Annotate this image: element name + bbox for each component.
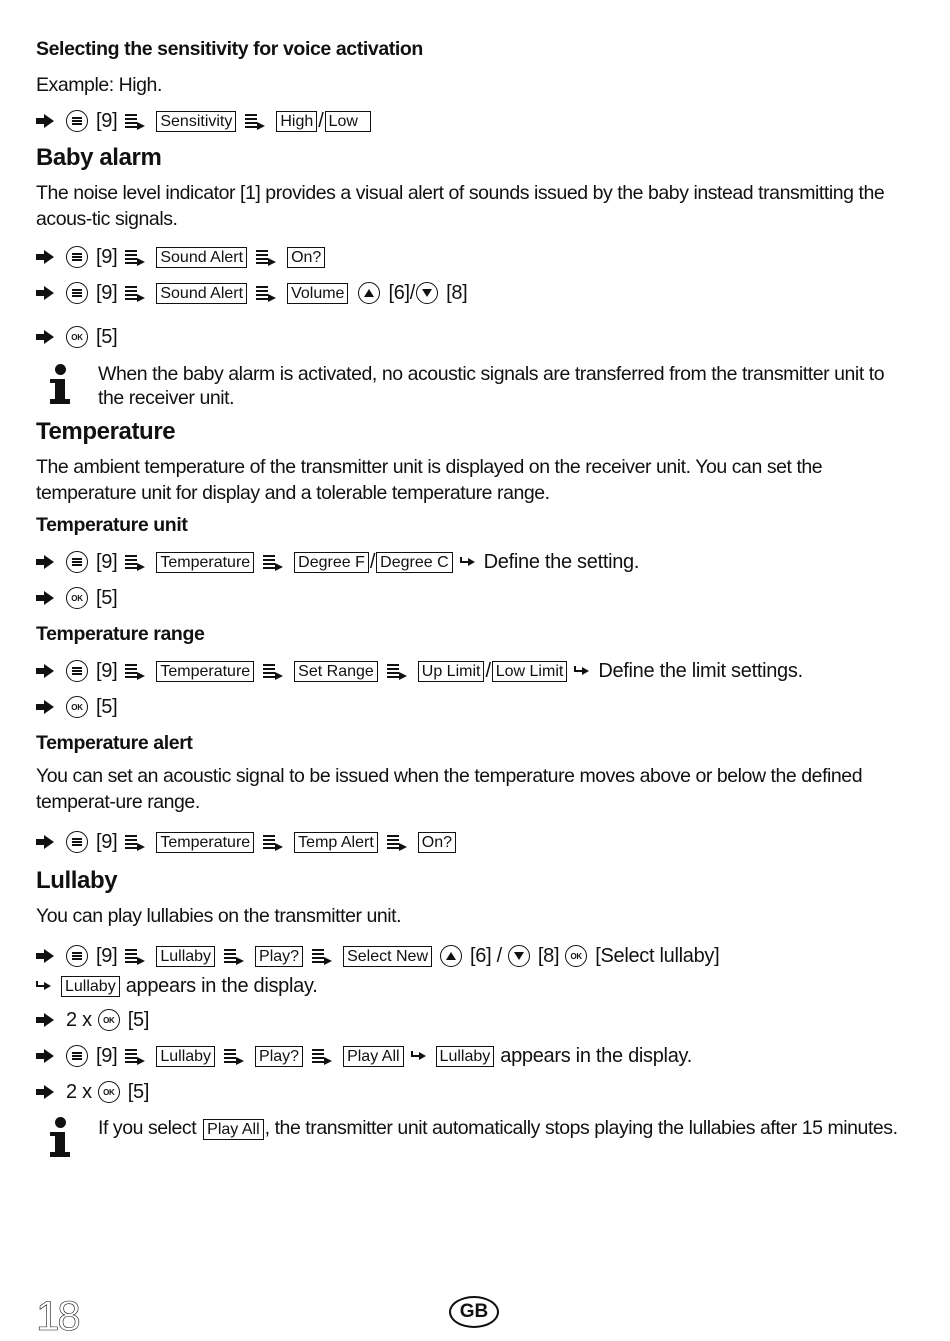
menu-navigate-icon (125, 834, 147, 850)
baby-note (36, 362, 898, 410)
display-item: Volume (287, 283, 348, 304)
page-number: 18 (36, 1292, 79, 1339)
display-item: Lullaby (436, 1046, 495, 1067)
key-ref: [6] / (470, 944, 502, 967)
display-item: Degree C (376, 552, 452, 573)
key-ref: [9] (96, 1044, 118, 1067)
lullaby-text: You can play lullabies on the transmitter unit. (36, 905, 402, 927)
menu-navigate-icon (125, 285, 147, 301)
temperature-range-heading: Temperature range (36, 623, 205, 645)
menu-navigate-icon (256, 249, 278, 265)
key-ref: [9] (96, 281, 118, 304)
separator: / (409, 281, 416, 304)
lullaby-step-4 (36, 1077, 898, 1107)
ok-button-icon: OK (66, 696, 88, 718)
step-arrow-icon (36, 700, 54, 714)
result-arrow-icon (460, 557, 476, 567)
display-item: Lullaby (156, 1046, 215, 1067)
menu-navigate-icon (125, 554, 147, 570)
note-text-a: If you select (98, 1117, 197, 1139)
voice-example: Example: High. (36, 74, 162, 96)
temp-unit-step-1 (36, 547, 898, 577)
up-button-icon (358, 282, 380, 304)
step-arrow-icon (36, 286, 54, 300)
step-arrow-icon (36, 664, 54, 678)
baby-alarm-text: The noise level indicator [1] provides a visual alert of sounds issued by the baby instead transmitting the acous-tic signals. (36, 182, 885, 230)
menu-navigate-icon (245, 113, 267, 129)
key-ref: [9] (96, 550, 118, 573)
menu-navigate-icon (224, 1048, 246, 1064)
baby-note-text: When the baby alarm is activated, no acoustic signals are transferred from the transmitter unit to the receiver unit. (98, 363, 885, 409)
down-button-icon (416, 282, 438, 304)
display-item: On? (287, 247, 325, 268)
key-ref: [5] (127, 1008, 150, 1031)
menu-navigate-icon (263, 834, 285, 850)
step-arrow-icon (36, 1085, 54, 1099)
result-arrow-icon (574, 666, 590, 676)
menu-navigate-icon (125, 1048, 147, 1064)
menu-navigate-icon (256, 285, 278, 301)
key-ref: [9] (96, 659, 118, 682)
separator: / (318, 109, 324, 132)
display-item: Play All (343, 1046, 403, 1067)
step-arrow-icon (36, 114, 54, 128)
menu-navigate-icon (125, 249, 147, 265)
info-icon (48, 1117, 72, 1161)
menu-navigate-icon (263, 663, 285, 679)
baby-alarm-heading: Baby alarm (36, 144, 162, 171)
ok-button-icon: OK (98, 1009, 120, 1031)
display-item: Select New (343, 946, 432, 967)
display-item: Temp Alert (294, 832, 378, 853)
menu-navigate-icon (312, 1048, 334, 1064)
result-text: appears in the display. (125, 974, 318, 997)
menu-navigate-icon (125, 948, 147, 964)
separator: / (369, 550, 376, 573)
language-badge: GB (449, 1296, 499, 1328)
key-ref: [9] (96, 109, 118, 132)
step-arrow-icon (36, 330, 54, 344)
menu-button-icon (66, 282, 88, 304)
key-ref: [8] (537, 944, 560, 967)
baby-step-3 (36, 322, 898, 352)
result-arrow-icon (36, 981, 52, 991)
display-item: Sound Alert (156, 283, 247, 304)
menu-navigate-icon (125, 113, 147, 129)
result-text: Define the setting. (483, 550, 640, 573)
key-ref: [6] (388, 281, 410, 304)
display-item: Play All (203, 1119, 263, 1140)
temperature-alert-text: You can set an acoustic signal to be issued when the temperature moves above or below the defined temperat-ure range. (36, 765, 863, 813)
display-item: Lullaby (156, 946, 215, 967)
lullaby-step-2 (36, 1005, 898, 1035)
step-arrow-icon (36, 250, 54, 264)
display-item: Play? (255, 946, 303, 967)
ok-button-icon: OK (98, 1081, 120, 1103)
menu-button-icon (66, 1045, 88, 1067)
temp-range-step-1 (36, 656, 898, 686)
ok-button-icon: OK (66, 587, 88, 609)
step-arrow-icon (36, 555, 54, 569)
result-arrow-icon (411, 1051, 427, 1061)
ok-button-icon: OK (565, 945, 587, 967)
display-item: Temperature (156, 552, 254, 573)
temperature-heading: Temperature (36, 418, 176, 445)
temperature-unit-heading: Temperature unit (36, 514, 188, 536)
key-ref: [5] (96, 586, 118, 609)
temp-alert-step-1 (36, 827, 898, 857)
lullaby-heading: Lullaby (36, 867, 118, 894)
lullaby-note (36, 1115, 898, 1161)
up-button-icon (440, 945, 462, 967)
display-item: Sensitivity (156, 111, 236, 132)
display-item: Low Limit (492, 661, 568, 682)
lullaby-step-1 (36, 941, 898, 971)
note-text-b: , the transmitter unit automatically stops playing the lullabies after 15 minutes. (264, 1117, 898, 1139)
step-arrow-icon (36, 1049, 54, 1063)
display-item: Sound Alert (156, 247, 247, 268)
down-button-icon (508, 945, 530, 967)
key-ref: [5] (96, 325, 118, 348)
menu-navigate-icon (387, 663, 409, 679)
display-item: Play? (255, 1046, 303, 1067)
menu-navigate-icon (125, 663, 147, 679)
key-ref: [9] (96, 944, 118, 967)
menu-button-icon (66, 831, 88, 853)
step-arrow-icon (36, 835, 54, 849)
step-arrow-icon (36, 1013, 54, 1027)
count: 2 x (66, 1080, 92, 1103)
voice-step-1 (36, 106, 898, 136)
display-item: Low (325, 111, 371, 132)
baby-step-1 (36, 242, 898, 272)
info-icon (48, 364, 72, 408)
lullaby-step-1-result (36, 971, 898, 1001)
key-ref: [5] (96, 695, 118, 718)
result-text: Define the limit settings. (598, 659, 803, 682)
manual-page (36, 38, 898, 1161)
temp-range-step-2 (36, 692, 898, 722)
ok-button-icon: OK (66, 326, 88, 348)
key-ref: [9] (96, 830, 118, 853)
display-item: On? (418, 832, 456, 853)
baby-step-2 (36, 278, 898, 308)
menu-button-icon (66, 551, 88, 573)
key-ref: [5] (127, 1080, 150, 1103)
lullaby-note-text (98, 1115, 898, 1141)
menu-button-icon (66, 246, 88, 268)
temperature-alert-heading: Temperature alert (36, 732, 193, 754)
result-text: appears in the display. (500, 1044, 692, 1067)
display-item: Lullaby (61, 976, 120, 997)
display-item: Set Range (294, 661, 378, 682)
display-item: Temperature (156, 661, 254, 682)
display-item: Degree F (294, 552, 369, 573)
menu-navigate-icon (312, 948, 334, 964)
menu-button-icon (66, 945, 88, 967)
key-ref: [8] (446, 281, 468, 304)
separator: / (485, 659, 491, 682)
lullaby-step-3 (36, 1041, 898, 1071)
step-arrow-icon (36, 591, 54, 605)
menu-button-icon (66, 110, 88, 132)
menu-navigate-icon (387, 834, 409, 850)
count: 2 x (66, 1008, 92, 1031)
menu-button-icon (66, 660, 88, 682)
key-ref: [Select lullaby] (595, 944, 720, 967)
temp-unit-step-2 (36, 583, 898, 613)
step-arrow-icon (36, 949, 54, 963)
temperature-text: The ambient temperature of the transmitter unit is displayed on the receiver unit. You can set the temperature unit for display and a tolerable temperature range. (36, 456, 823, 504)
voice-sensitivity-heading: Selecting the sensitivity for voice activation (36, 38, 423, 60)
key-ref: [9] (96, 245, 118, 268)
display-item: Up Limit (418, 661, 485, 682)
display-item: Temperature (156, 832, 254, 853)
menu-navigate-icon (263, 554, 285, 570)
menu-navigate-icon (224, 948, 246, 964)
display-item: High (276, 111, 317, 132)
